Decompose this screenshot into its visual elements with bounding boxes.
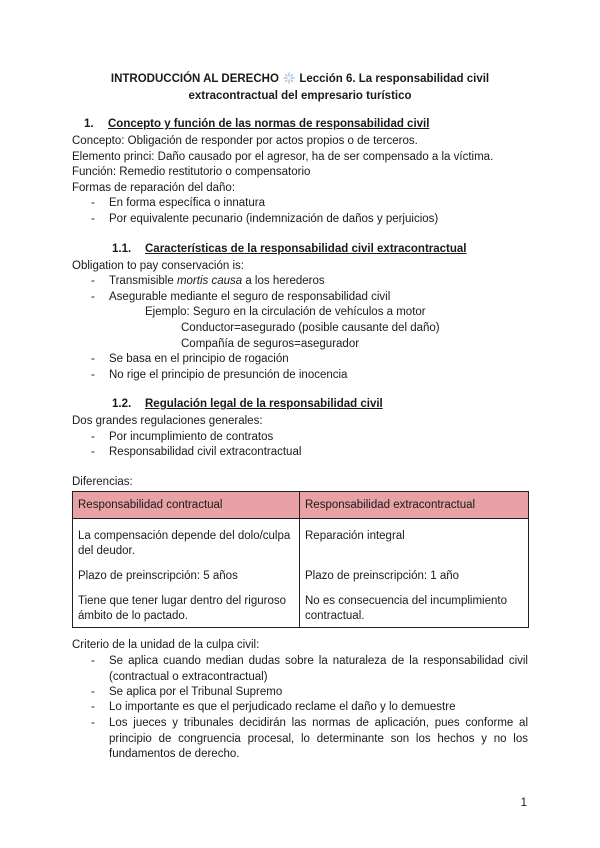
table-cell: Plazo de preinscripción: 1 año [300, 559, 529, 584]
sparkle-icon [283, 72, 295, 84]
table-cell: Plazo de preinscripción: 5 años [73, 559, 300, 584]
list-item: - Transmisible mortis causa a los herederos [91, 275, 325, 287]
list-item: - Los jueces y tribunales decidirán las normas de aplicación, pues conforme al principio de congruencia procesal, lo determinante son los hechos y no los fundamentos de derecho. [91, 717, 528, 760]
section-title: Concepto y función de las normas de responsabilidad civil [108, 118, 430, 130]
section-number: 1. [84, 118, 94, 130]
list-item: - En forma específica o innatura [91, 197, 265, 209]
table-row [73, 559, 529, 584]
example-sub-line: Compañía de seguros=asegurador [181, 338, 360, 350]
list-item: - Se basa en el principio de rogación [91, 353, 289, 365]
table-row [73, 584, 529, 628]
table-cell: Tiene que tener lugar dentro del riguroso ámbito de lo pactado. [73, 584, 300, 628]
table-header-cell: Responsabilidad contractual [73, 492, 300, 519]
example-sub-line: Conductor=asegurado (posible causante del daño) [181, 322, 440, 334]
list-item: - Responsabilidad civil extracontractual [91, 446, 302, 458]
document-title [72, 71, 528, 105]
section-number: 1.2. [112, 398, 132, 410]
table-row [73, 519, 529, 560]
funcion-line: Función: Remedio restitutorio o compensatorio [72, 166, 311, 178]
regulaciones-line: Dos grandes regulaciones generales: [72, 415, 263, 427]
table-cell: La compensación depende del dolo/culpa del deudor. [73, 519, 300, 560]
page-number: 1 [520, 797, 527, 809]
list-item: - Lo importante es que el perjudicado reclame el daño y lo demuestre [91, 701, 456, 713]
obligation-line: Obligation to pay conservación is: [72, 260, 244, 272]
section-1-heading [84, 118, 429, 130]
elemento-line: Elemento princi: Daño causado por el agresor, ha de ser compensado a la víctima. [72, 151, 494, 163]
example-line: Ejemplo: Seguro en la circulación de vehículos a motor [145, 306, 426, 318]
section-1-1-heading [112, 243, 467, 255]
section-number: 1.1. [112, 243, 132, 255]
list-item: - Por incumplimiento de contratos [91, 431, 274, 443]
title-line-2: extracontractual del empresario turístico [188, 90, 412, 102]
section-title: Regulación legal de la responsabilidad civil [145, 398, 383, 410]
list-item: - Se aplica por el Tribunal Supremo [91, 686, 283, 698]
section-1-2-heading [112, 398, 383, 410]
table-cell: No es consecuencia del incumplimiento contractual. [300, 584, 529, 628]
section-title: Características de la responsabilidad civil extracontractual [145, 243, 467, 255]
concepto-line: Concepto: Obligación de responder por actos propios o de terceros. [72, 135, 418, 147]
list-item: - Se aplica cuando median dudas sobre la naturaleza de la responsabilidad civil (contractual o extracontractual) [91, 655, 528, 683]
diferencias-label: Diferencias: [72, 476, 133, 488]
title-lesson: Lección 6. La responsabilidad civil [299, 73, 490, 85]
formas-line: Formas de reparación del daño: [72, 182, 236, 194]
list-item: - No rige el principio de presunción de inocencia [91, 369, 348, 381]
table-header-row [73, 492, 529, 519]
criterio-line: Criterio de la unidad de la culpa civil: [72, 639, 260, 651]
table-cell: Reparación integral [300, 519, 529, 560]
title-course: INTRODUCCIÓN AL DERECHO [110, 73, 279, 85]
differences-table [72, 491, 529, 628]
table-header-cell: Responsabilidad extracontractual [300, 492, 529, 519]
list-item: - Por equivalente pecunario (indemnización de daños y perjuicios) [91, 213, 439, 225]
list-item: - Asegurable mediante el seguro de responsabilidad civil [91, 291, 391, 303]
